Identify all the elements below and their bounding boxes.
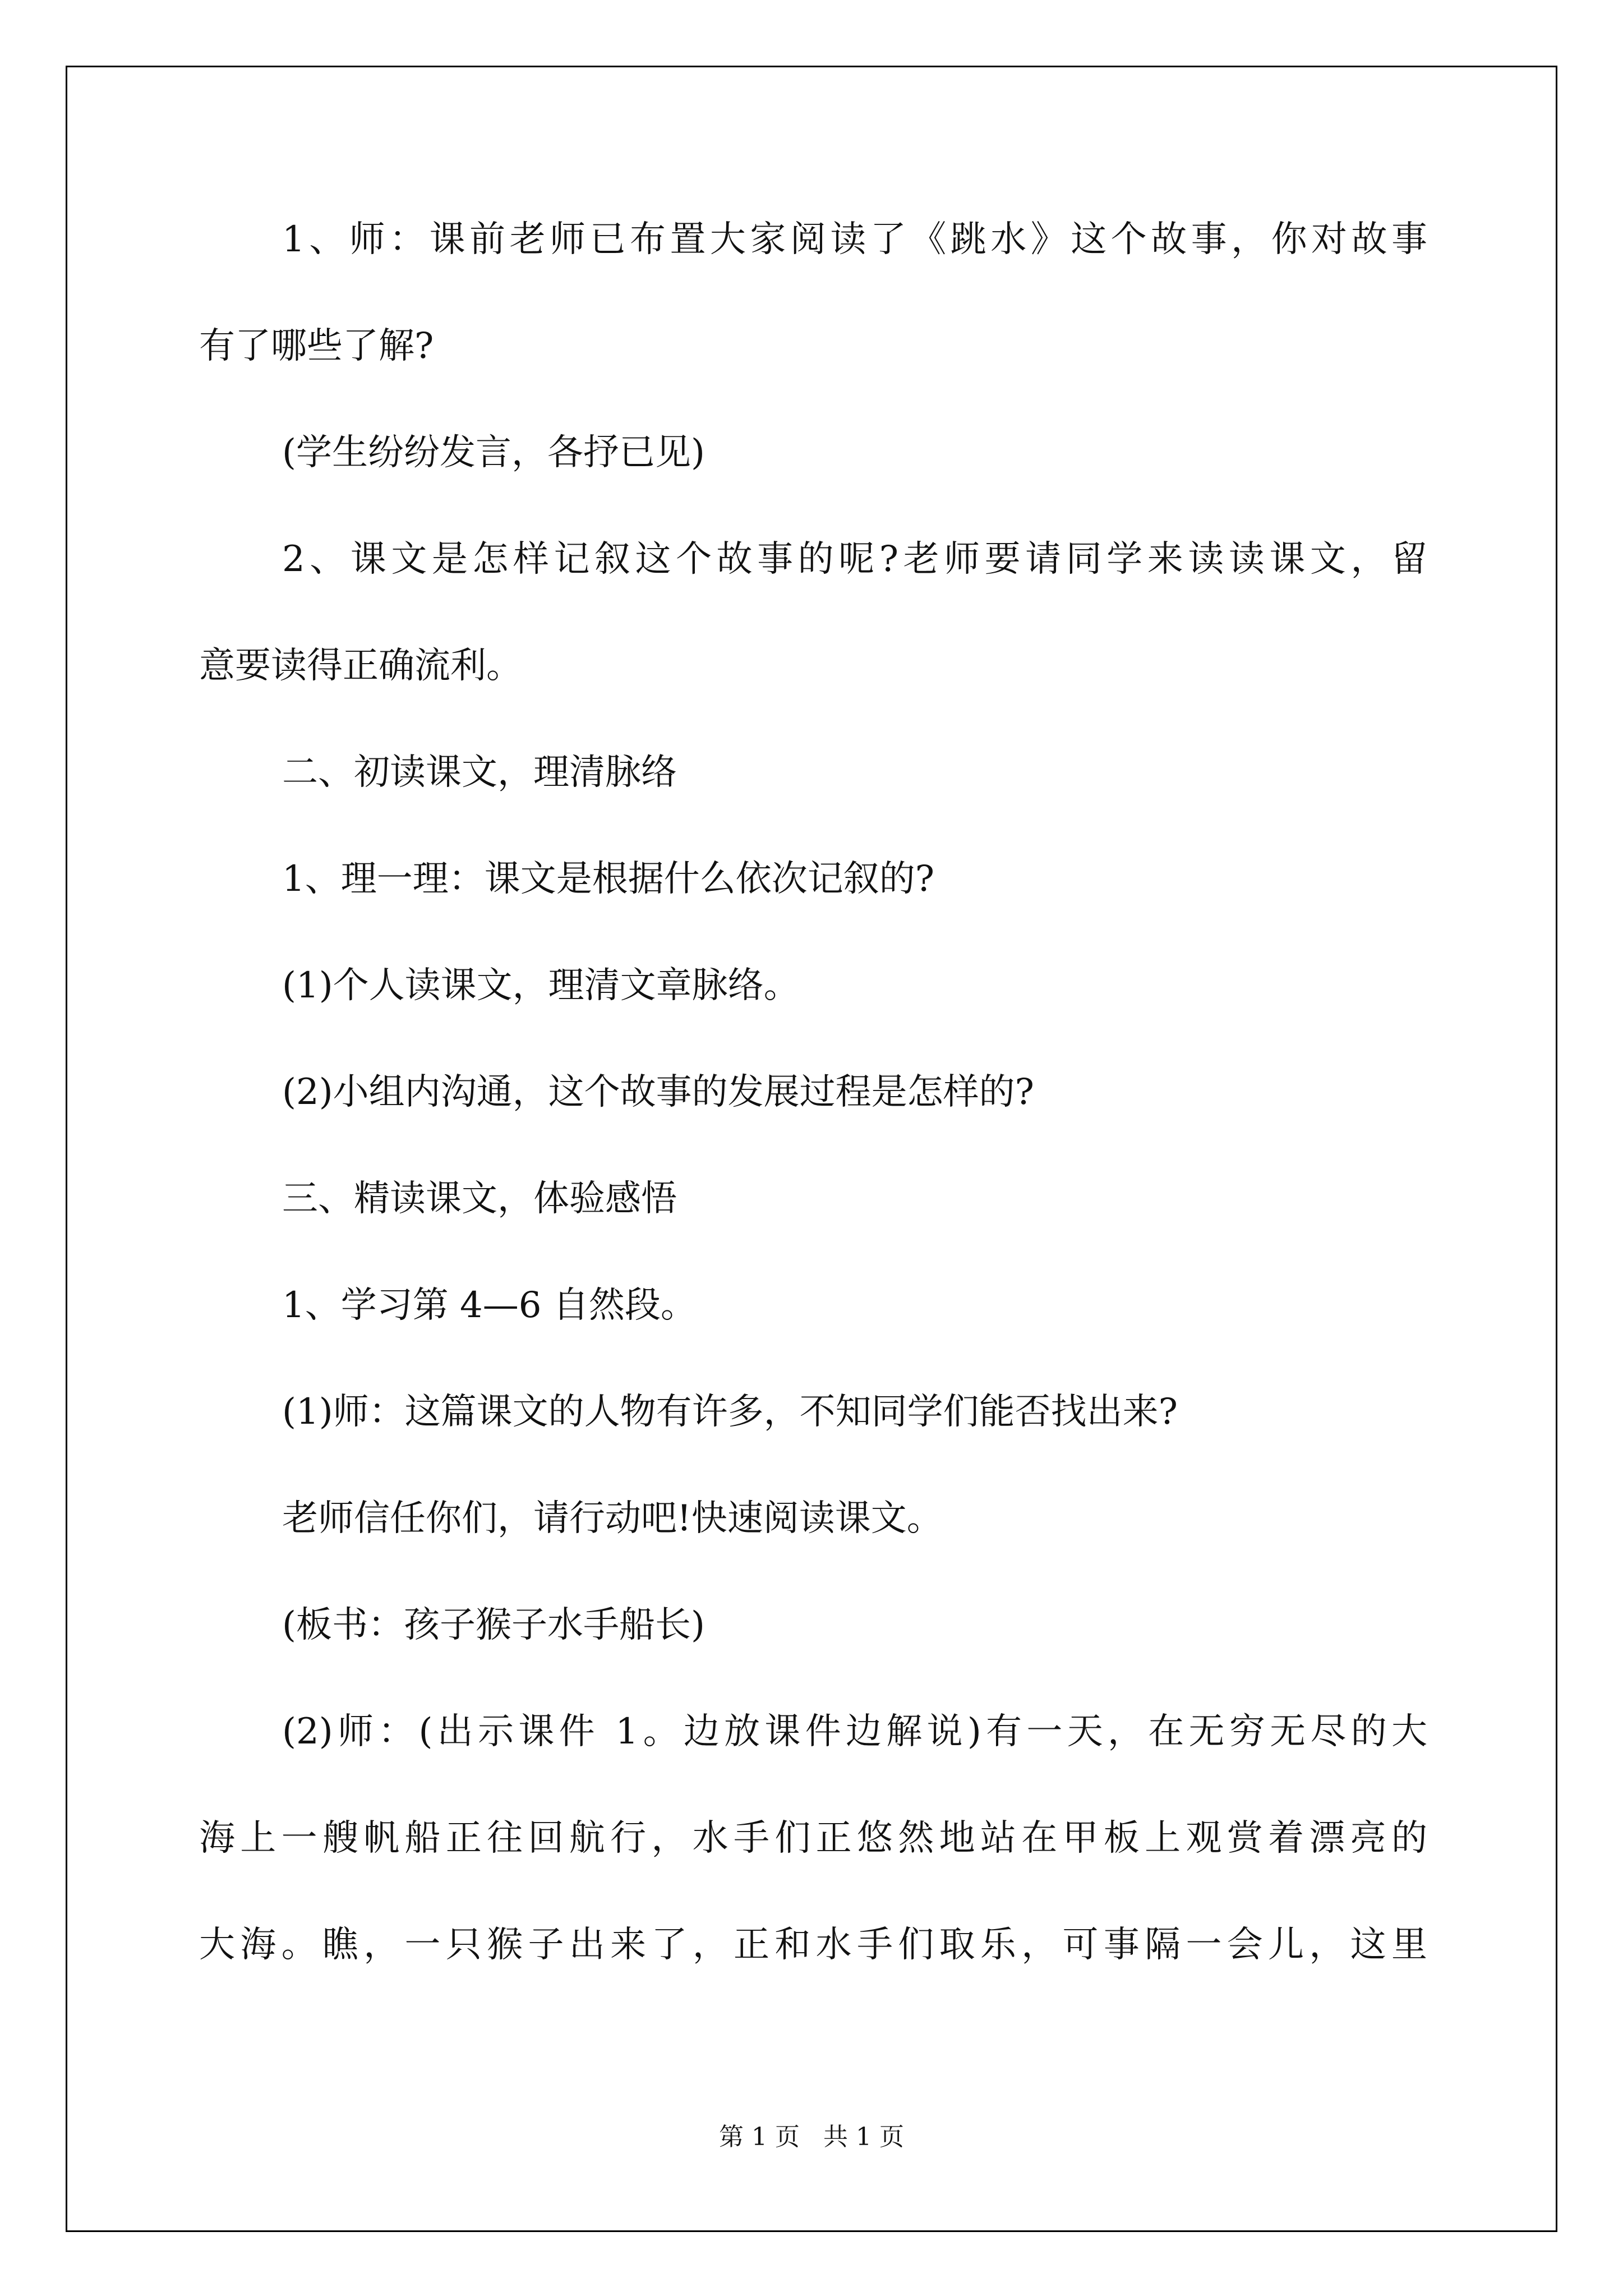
page-total: 共 1 页 (823, 2123, 904, 2151)
paragraph-line: 1、理一理：课文是根据什么依次记叙的? (282, 858, 935, 900)
paragraph-line: 有了哪些了解? (199, 325, 434, 367)
paragraph-line: (1)师：这篇课文的人物有许多，不知同学们能否找出来? (282, 1391, 1178, 1433)
page-footer (0, 2116, 1623, 2152)
section-heading: 三、精读课文，体验感悟 (282, 1178, 677, 1220)
paragraph-line: 1、学习第 4—6 自然段。 (282, 1285, 697, 1326)
page-border (66, 66, 1557, 2232)
paragraph-line: 2、课文是怎样记叙这个故事的呢?老师要请同学来读读课文，留 (282, 539, 1427, 580)
paragraph-line: 海上一艘帆船正往回航行，水手们正悠然地站在甲板上观赏着漂亮的 (199, 1818, 1427, 1859)
paragraph-line: (2)小组内沟通，这个故事的发展过程是怎样的? (282, 1071, 1034, 1113)
paragraph-line: (2)师：(出示课件 1。边放课件边解说)有一天，在无穷无尽的大 (282, 1711, 1427, 1752)
paragraph-line: 1、师：课前老师已布置大家阅读了《跳水》这个故事，你对故事 (282, 219, 1427, 260)
paragraph-line: (学生纷纷发言，各抒已见) (282, 432, 705, 473)
section-heading: 二、初读课文，理清脉络 (282, 752, 677, 793)
paragraph-line: 意要读得正确流利。 (199, 645, 522, 687)
paragraph-line: (板书：孩子猴子水手船长) (282, 1604, 705, 1646)
paragraph-line: 大海。瞧，一只猴子出来了，正和水手们取乐，可事隔一会儿，这里 (199, 1924, 1427, 1966)
paragraph-line: (1)个人读课文，理清文章脉络。 (282, 965, 800, 1006)
page-number: 第 1 页 (719, 2123, 800, 2151)
paragraph-line: 老师信任你们，请行动吧!快速阅读课文。 (282, 1498, 943, 1539)
